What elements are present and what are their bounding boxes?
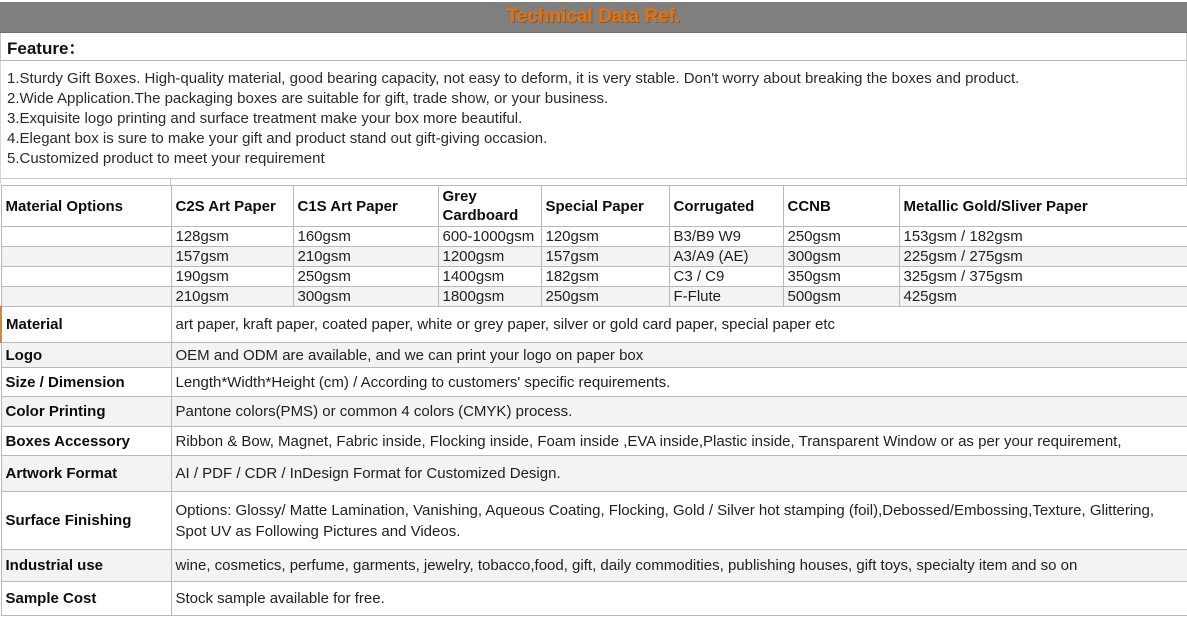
spec-label: Surface Finishing xyxy=(1,492,171,550)
header-cell-material-options: Material Options xyxy=(1,186,171,227)
spec-label: Sample Cost xyxy=(1,582,171,616)
table-cell: C3 / C9 xyxy=(669,267,783,287)
table-cell: 1400gsm xyxy=(438,267,541,287)
header-cell-metallic: Metallic Gold/Sliver Paper xyxy=(899,186,1187,227)
spec-value: Pantone colors(PMS) or common 4 colors (CMYK) process. xyxy=(171,397,1187,427)
spec-label: Artwork Format xyxy=(1,456,171,492)
table-cell: 182gsm xyxy=(541,267,669,287)
table-cell: 157gsm xyxy=(171,247,293,267)
feature-list xyxy=(0,61,1187,179)
table-cell: 210gsm xyxy=(171,287,293,307)
materials-row-2 xyxy=(1,247,1187,267)
table-cell xyxy=(1,247,171,267)
feature-item: 1.Sturdy Gift Boxes. High-quality material, good bearing capacity, not easy to deform, it is very stable. Don't worry about breaking the boxes and product. xyxy=(7,70,1020,87)
table-cell: 250gsm xyxy=(783,227,899,247)
table-cell: 425gsm xyxy=(899,287,1187,307)
spec-value: Options: Glossy/ Matte Lamination, Vanishing, Aqueous Coating, Flocking, Gold / Silver hot stamping (foil),Debossed/Embossing,Texture, Glittering, Spot UV as Following Pictures and Videos. xyxy=(171,492,1187,550)
table-cell: 300gsm xyxy=(293,287,438,307)
table-cell xyxy=(1,287,171,307)
spec-value: Length*Width*Height (cm) / According to customers' specific requirements. xyxy=(171,368,1187,397)
table-cell: 325gsm / 375gsm xyxy=(899,267,1187,287)
spec-value: OEM and ODM are available, and we can print your logo on paper box xyxy=(171,343,1187,368)
table-cell: 300gsm xyxy=(783,247,899,267)
spec-row-sample-cost xyxy=(1,582,1187,616)
table-cell: 500gsm xyxy=(783,287,899,307)
materials-header-row xyxy=(1,186,1187,227)
feature-item: 4.Elegant box is sure to make your gift and product stand out gift-giving occasion. xyxy=(7,130,548,147)
table-cell: 250gsm xyxy=(293,267,438,287)
spec-label: Industrial use xyxy=(1,550,171,582)
header-cell-c2s: C2S Art Paper xyxy=(171,186,293,227)
spec-label: Color Printing xyxy=(1,397,171,427)
spec-value: art paper, kraft paper, coated paper, white or grey paper, silver or gold card paper, special paper etc xyxy=(171,307,1187,343)
materials-row-3 xyxy=(1,267,1187,287)
spec-value: Stock sample available for free. xyxy=(171,582,1187,616)
materials-row-1 xyxy=(1,227,1187,247)
feature-item: 5.Customized product to meet your requirement xyxy=(7,150,325,167)
table-cell xyxy=(1,267,171,287)
feature-item: 2.Wide Application.The packaging boxes are suitable for gift, trade show, or your business. xyxy=(7,90,609,107)
spec-row-artwork-format xyxy=(1,456,1187,492)
table-cell: A3/A9 (AE) xyxy=(669,247,783,267)
table-cell: 120gsm xyxy=(541,227,669,247)
table-cell: 190gsm xyxy=(171,267,293,287)
table-cell: 153gsm / 182gsm xyxy=(899,227,1187,247)
header-cell-corrugated: Corrugated xyxy=(669,186,783,227)
spec-row-material xyxy=(1,307,1187,343)
materials-row-4 xyxy=(1,287,1187,307)
spec-row-logo xyxy=(1,343,1187,368)
spec-row-industrial-use xyxy=(1,550,1187,582)
table-cell: 210gsm xyxy=(293,247,438,267)
table-cell: 128gsm xyxy=(171,227,293,247)
table-cell: 225gsm / 275gsm xyxy=(899,247,1187,267)
feature-item: 3.Exquisite logo printing and surface treatment make your box more beautiful. xyxy=(7,110,523,127)
spec-row-surface-finishing xyxy=(1,492,1187,550)
spec-row-size-dimension xyxy=(1,368,1187,397)
table-cell: 350gsm xyxy=(783,267,899,287)
spec-row-color-printing xyxy=(1,397,1187,427)
header-cell-ccnb: CCNB xyxy=(783,186,899,227)
page-title: Technical Data Ref. xyxy=(506,6,681,27)
title-bar xyxy=(0,2,1187,33)
spec-value: Ribbon & Bow, Magnet, Fabric inside, Flocking inside, Foam inside ,EVA inside,Plastic inside, Transparent Window or as per your requirement, xyxy=(171,427,1187,456)
table-cell: 1200gsm xyxy=(438,247,541,267)
spec-row-boxes-accessory xyxy=(1,427,1187,456)
spec-label: Size / Dimension xyxy=(1,368,171,397)
spec-label: Material xyxy=(1,307,171,343)
table-cell: F-Flute xyxy=(669,287,783,307)
spec-value: wine, cosmetics, perfume, garments, jewelry, tobacco,food, gift, daily commodities, publishing houses, gift toys, specialty item and so on xyxy=(171,550,1187,582)
table-cell xyxy=(1,227,171,247)
table-cell: 600-1000gsm xyxy=(438,227,541,247)
header-cell-c1s: C1S Art Paper xyxy=(293,186,438,227)
table-cell: B3/B9 W9 xyxy=(669,227,783,247)
header-cell-grey-cardboard: Grey Cardboard xyxy=(438,186,541,227)
technical-data-table xyxy=(0,185,1187,616)
table-cell: 1800gsm xyxy=(438,287,541,307)
spec-label: Boxes Accessory xyxy=(1,427,171,456)
header-cell-special-paper: Special Paper xyxy=(541,186,669,227)
table-cell: 160gsm xyxy=(293,227,438,247)
feature-heading: Feature： xyxy=(0,33,1187,61)
table-cell: 250gsm xyxy=(541,287,669,307)
table-cell: 157gsm xyxy=(541,247,669,267)
spec-value: AI / PDF / CDR / InDesign Format for Customized Design. xyxy=(171,456,1187,492)
spec-label: Logo xyxy=(1,343,171,368)
